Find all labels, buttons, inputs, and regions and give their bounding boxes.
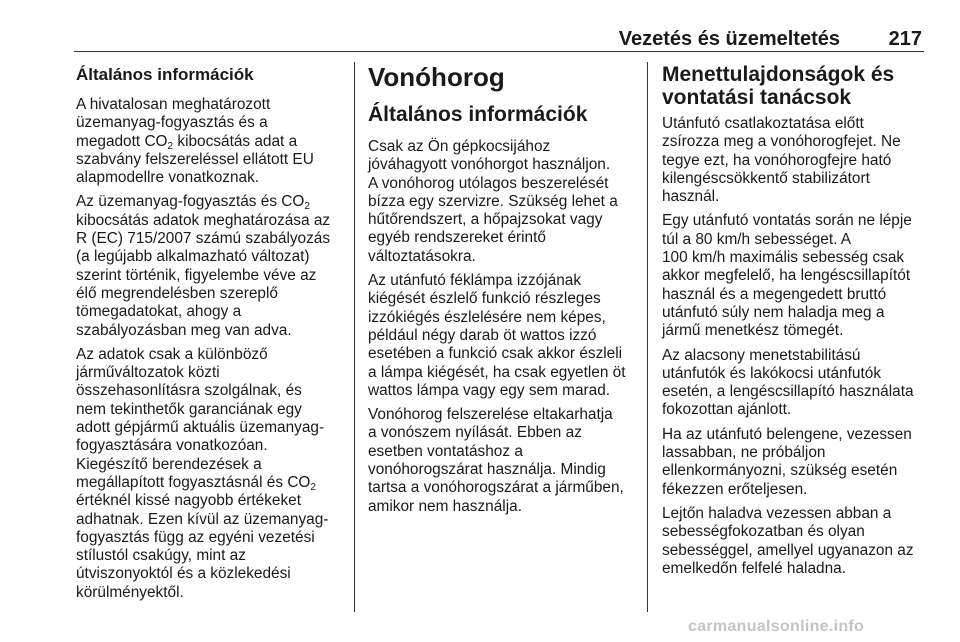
paragraph: Csak az Ön gépkocsijához jóváhagyott vonóhorgot használjon. A vonóhorog utólagos beszerelését bízza egy szervizre. Szükség lehet a hűtőrendszert, a hőpajzsokat vagy egyéb rendszereket érintő változtatásokra.: [368, 138, 618, 265]
section-heading: Általános információk: [76, 65, 254, 84]
chapter-title: Vonóhorog: [368, 62, 505, 92]
paragraph: Egy utánfutó vontatás során ne lépje túl a 80 km/h sebességet. A 100 km/h maximális sebesség csak akkor megfelelő, ha lengéscsillapítót használ és a megengedett bruttó utánfutó súly nem haladja meg a jármű menetkész tömegét.: [662, 212, 912, 340]
paragraph: Az üzemanyag-fogyasztás és $CO_2$ kibocsátás adatok meghatározása az R (EC) 715/2007 számú szabályozás (a legújabb alkalmazható változat) szerint történik, figyelembe véve az élő megrendelésben szereplő tömegadatokat, ahogy a szabályozásban meg van adva.: [76, 193, 331, 339]
watermark: carmanualsonline.info: [688, 618, 865, 635]
page-header: [74, 22, 930, 50]
header-title: Vezetés és üzemeltetés: [618, 28, 840, 50]
paragraph: Az utánfutó féklámpa izzójának kiégését észlelő funkció részleges izzókiégés észlelésére nem képes, például négy darab öt wattos izzó esetében a funkció csak akkor észleli a lámpa kiégését, ha csak egyetlen öt wattos lámpa vagy egy sem marad.: [368, 272, 626, 399]
paragraph: Az adatok csak a különböző járműváltozatok közti összehasonlításra szolgálnak, és nem tekinthetők garanciának egy adott gépjármű aktuális üzemanyag- fogyasztására vonatkozóan. Kiegészítő berendezések a megállapított fogyasztásnál és $CO_2$ értéknél kissé nagyobb értékeket adhatnak. Ezen kívül az üzemanyag- fogyasztás függ az egyéni vezetési stílustól csakúgy, mint az útviszonyoktól és a közlekedési körülményektől.: [76, 345, 329, 601]
column-tow-bar: [368, 63, 638, 522]
column-fuel-info: [76, 63, 346, 608]
column-driving-tips: [662, 63, 932, 584]
paragraph: Ha az utánfutó belengene, vezessen lassabban, ne próbáljon ellenkormányozni, szükség esetén fékezzen erőteljesen.: [662, 425, 912, 498]
section-heading: Menettulajdonságok és vontatási tanácsok: [662, 63, 895, 109]
paragraph: Utánfutó csatlakoztatása előtt zsírozza meg a vonóhorogfejet. Ne tegye ezt, ha vonóhorogfejre ható kilengéscsökkentő stabilizátort használ.: [662, 115, 901, 206]
paragraph: Az alacsony menetstabilitású utánfutók és lakókocsi utánfutók esetén, a lengéscsillapító használata fokozottan ajánlott.: [662, 346, 914, 419]
column-divider-1: [354, 62, 355, 612]
paragraph: Vonóhorog felszerelése eltakarhatja a vonószem nyílását. Ebben az esetben vontatáshoz a vonóhorogszárat használja. Mindig tartsa a vonóhorogszárat a járműben, amikor nem használja.: [368, 406, 624, 515]
page-number: 217: [888, 28, 922, 50]
paragraph: Lejtőn haladva vezessen abban a sebességfokozatban és olyan sebességgel, amellyel ugyanazon az emelkedőn felfelé haladna.: [662, 504, 914, 577]
paragraph: A hivatalosan meghatározott üzemanyag-fogyasztás és a megadott $CO_2$ kibocsátás adat a szabvány felszereléssel ellátott EU alapmodellre vonatkoznak.: [76, 96, 314, 187]
header-divider: [74, 51, 924, 52]
section-heading: Általános információk: [368, 103, 588, 126]
column-divider-2: [647, 62, 648, 612]
